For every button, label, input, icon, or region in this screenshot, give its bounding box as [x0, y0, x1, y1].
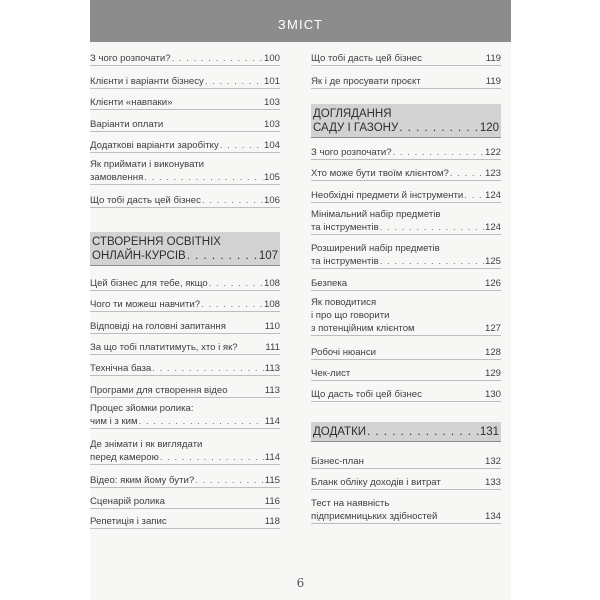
toc-entry[interactable]: Що тобі дасть цей бізнес . . . 106 [90, 194, 280, 208]
toc-entry[interactable]: Що дасть тобі цей бізнес 130 [311, 389, 501, 400]
toc-entry[interactable]: Як приймати і виконувати замовлення . . . 105 [90, 158, 280, 185]
toc-entry[interactable]: Хто може бути твоїм клієнтом? . . . 123 [311, 167, 501, 181]
toc-entry[interactable]: Відповіді на головні запитання 110 [90, 321, 280, 332]
book-page [90, 0, 511, 600]
toc-section-heading[interactable]: СТВОРЕННЯ ОСВІТНІХ ОНЛАЙН-КУРСІВ . . . 107 [90, 232, 280, 266]
toc-entry[interactable]: Технічна база . . . 113 [90, 362, 280, 376]
toc-entry[interactable]: Клієнти і варіанти бізнесу . . . 101 [90, 75, 280, 89]
toc-entry[interactable]: Необхідні предмети й інструменти . . . 124 [311, 189, 501, 203]
toc-section-heading[interactable]: ДОДАТКИ . . . 131 [311, 422, 501, 442]
toc-entry[interactable]: Сценарій ролика 116 [90, 496, 280, 507]
toc-entry[interactable]: Як і де просувати проєкт 119 [311, 76, 501, 87]
page-number: 6 [296, 576, 305, 590]
toc-entry[interactable]: Робочі нюанси 128 [311, 347, 501, 358]
toc-entry[interactable]: Як поводитися і про що говорити з потенційним клієнтом 127 [311, 297, 501, 334]
toc-header [90, 0, 511, 42]
toc-title: ЗМІСТ [277, 17, 324, 32]
toc-entry[interactable]: Відео: яким йому бути? . . . 115 [90, 474, 280, 488]
toc-entry[interactable]: Бізнес-план 132 [311, 456, 501, 467]
toc-entry[interactable]: Цей бізнес для тебе, якщо . . . 108 [90, 277, 280, 291]
toc-entry[interactable]: Мінімальний набір предметів та інструментів . . . 124 [311, 208, 501, 235]
toc-entry[interactable]: Додаткові варіанти заробітку . . . 104 [90, 139, 280, 153]
toc-entry[interactable]: Процес зйомки ролика: чим і з ким . . . 114 [90, 402, 280, 429]
toc-entry[interactable]: Репетиція і запис 118 [90, 516, 280, 527]
toc-entry[interactable]: Програми для створення відео 113 [90, 385, 280, 396]
toc-entry[interactable]: Тест на наявність підприємницьких здібностей 134 [311, 498, 501, 522]
toc-entry[interactable]: Що тобі дасть цей бізнес 119 [311, 53, 501, 64]
toc-entry[interactable]: Безпека 126 [311, 278, 501, 289]
toc-section-heading[interactable]: ДОГЛЯДАННЯ САДУ І ГАЗОНУ . . . 120 [311, 104, 501, 138]
toc-entry[interactable]: За що тобі платитимуть, хто і як? 111 [90, 342, 280, 353]
toc-entry[interactable]: Варіанти оплати 103 [90, 119, 280, 130]
toc-entry[interactable]: Клієнти «навпаки» 103 [90, 97, 280, 108]
toc-entry[interactable]: З чого розпочати? . . . 122 [311, 146, 501, 160]
toc-entry[interactable]: Розширений набір предметів та інструментів . . . 125 [311, 242, 501, 269]
toc-entry[interactable]: Чого ти можеш навчити? . . . 108 [90, 298, 280, 312]
toc-entry[interactable]: Чек-лист 129 [311, 368, 501, 379]
toc-entry[interactable]: Бланк обліку доходів і витрат 133 [311, 477, 501, 488]
toc-entry[interactable]: З чого розпочати? . . . 100 [90, 52, 280, 66]
toc-entry[interactable]: Де знімати і як виглядати перед камерою . . . 114 [90, 438, 280, 465]
